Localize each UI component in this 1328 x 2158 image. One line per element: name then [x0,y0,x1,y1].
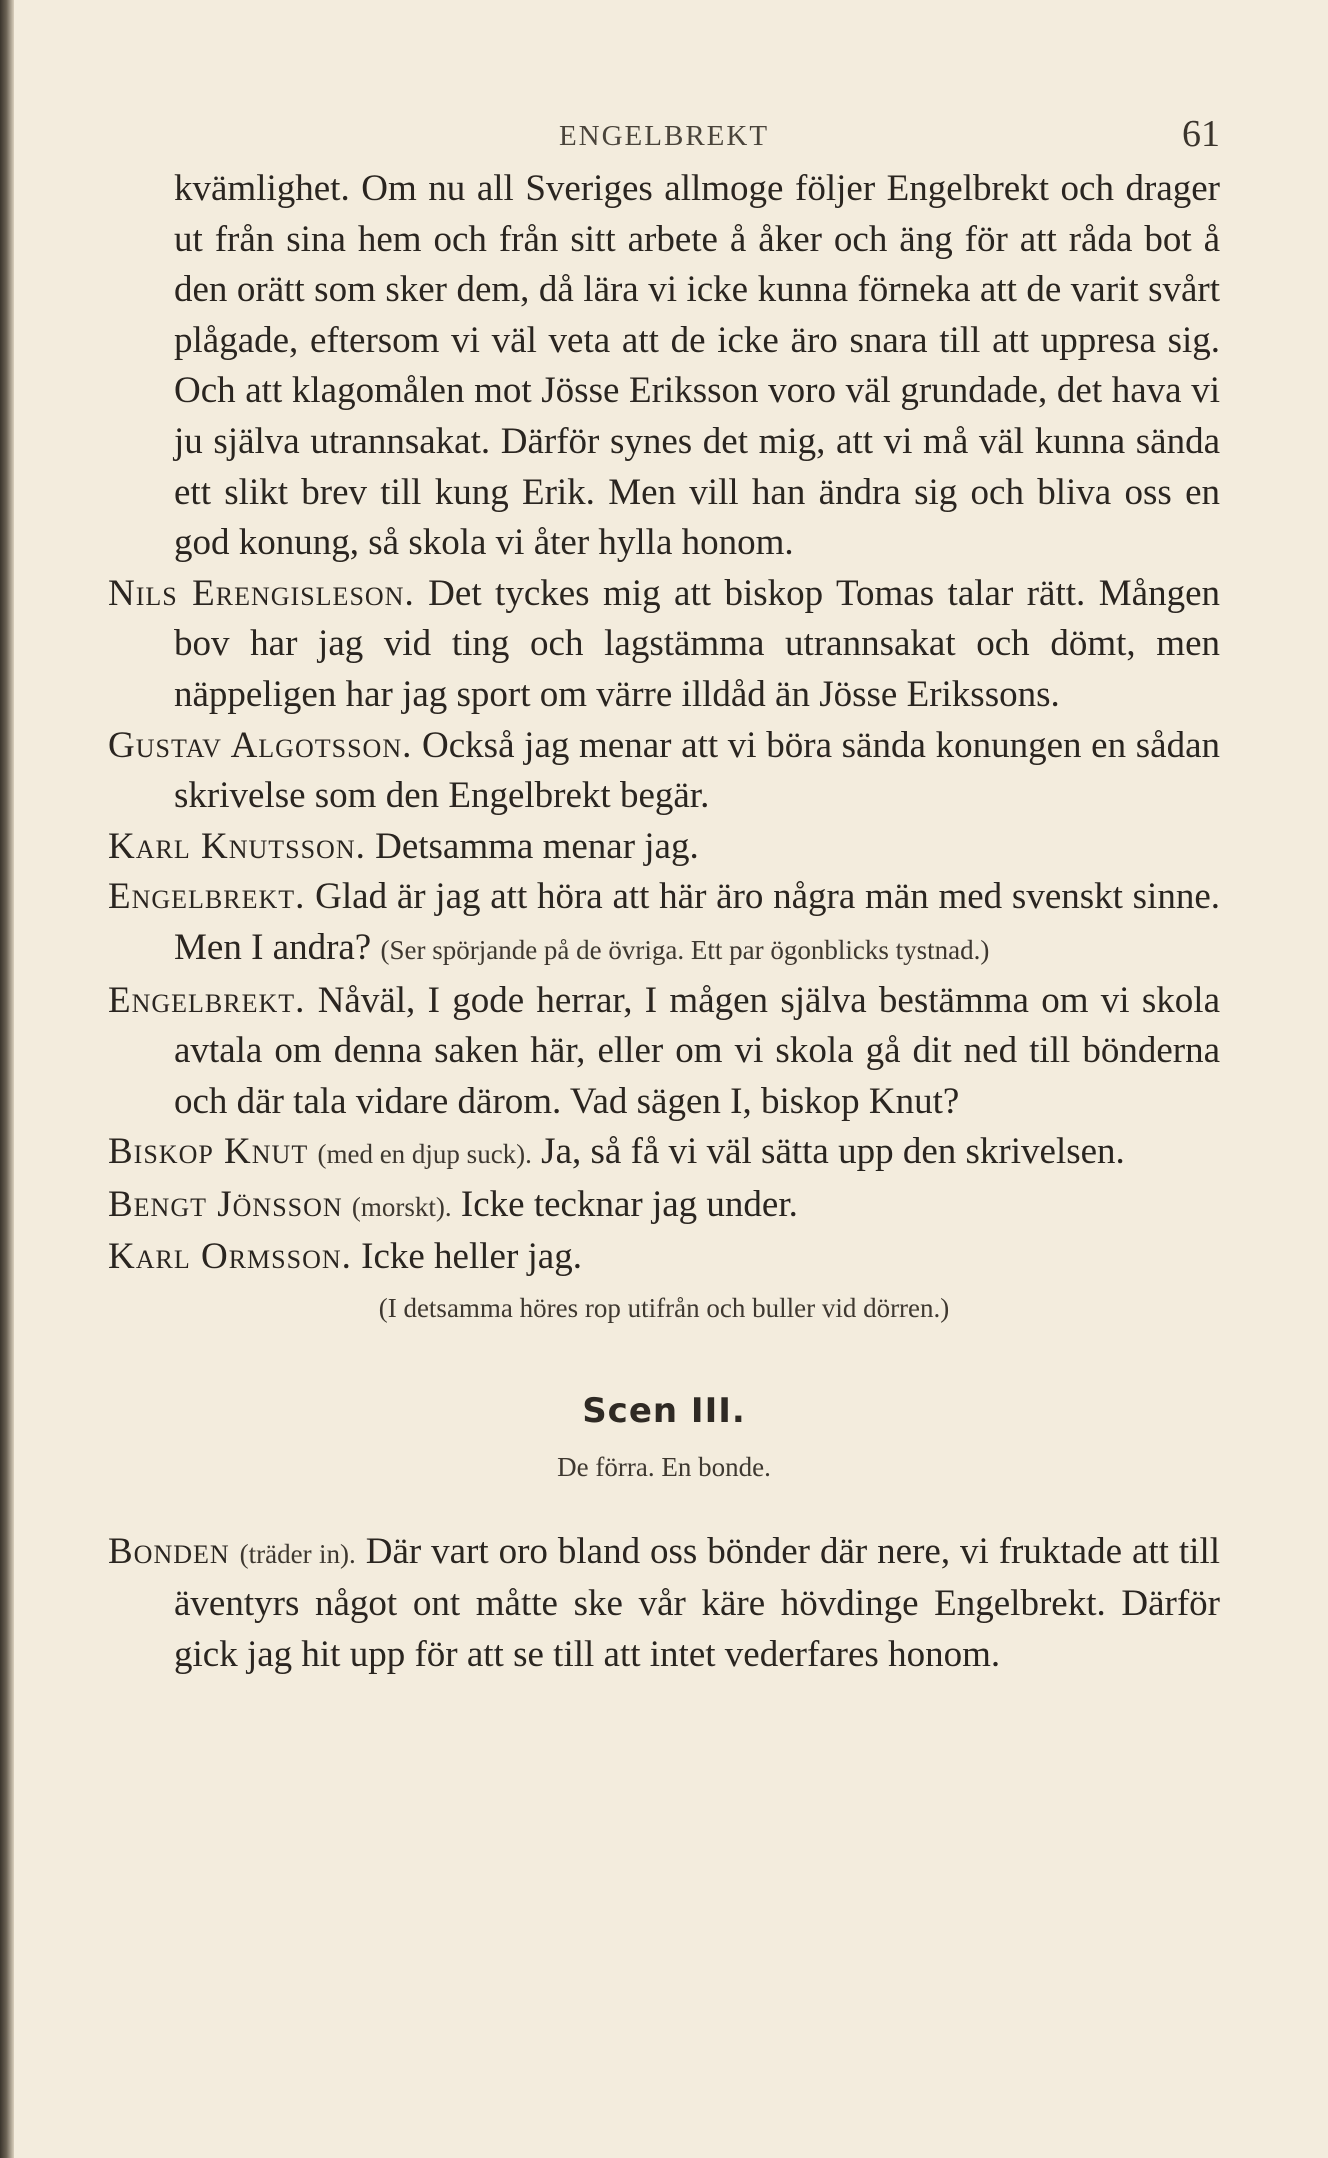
speech-text: Icke heller jag. [361,1236,582,1278]
book-binding-edge [0,0,14,2158]
speech-engelbrekt-1 [108,872,1220,975]
paragraph-continuation [108,164,1220,569]
paragraph-text: kvämlighet. Om nu all Sveriges allmoge följer Engelbrekt och drager ut från sina hem och från sitt arbete å åker och äng för att råda bot å den orätt som sker dem, då lära vi icke kunna förneka att de varit svårt plågade, eftersom vi väl veta att de icke äro snara till att uppresa sig. Och att klagomålen mot Jösse Eriksson voro väl grundade, det hava vi ju själva utrannsakat. Därför synes det mig, att vi må väl kunna sända ett slikt brev till kung Erik. Men vill han ändra sig och bliva oss en god konung, så skola vi åter hylla honom. [174,168,1220,564]
speaker-name: Nils Erengisleson. [108,572,415,614]
speech-text: Ja, så få vi väl sätta upp den skrivelsen. [541,1131,1125,1173]
speech-engelbrekt-2 [108,976,1220,1128]
speech-karl-knutsson [108,822,1220,873]
speech-text: Där vart oro bland oss bönder där nere, vi fruktade att till äventyrs något ont måtte ske vår käre hövdinge Engelbrekt. Därför gick jag hit upp för att se till att intet vederfares honom. [174,1530,1221,1676]
scene-persons: De förra. En bonde. [557,1452,771,1483]
speech-biskop-knut [108,1127,1220,1180]
speech-text: Nåväl, I gode herrar, I mågen själva bestämma om vi skola avtala om denna saken här, eller om vi skola gå dit ned till bönderna och där tala vidare därom. Vad sägen I, biskop Knut? [174,979,1220,1122]
speaker-name: Engelbrekt. [108,979,306,1021]
stage-direction: (Ser spörjande på de övriga. Ett par ögonblicks tystnad.) [380,934,990,965]
speech-text: Också jag menar att vi böra sända konungen en sådan skrivelse som den Engelbrekt begär. [174,724,1221,817]
page-number: 61 [1182,113,1220,155]
speaker-name: Bengt Jönsson [108,1183,343,1225]
speaker-name: Karl Ormsson. [108,1236,352,1278]
speech-text: Detsamma menar jag. [375,825,699,867]
speech-bengt-jonsson [108,1180,1220,1233]
running-title: ENGELBREKT [558,120,770,152]
stage-direction: (morskt). [351,1191,452,1222]
stage-direction-centered: (I detsamma höres rop utifrån och buller vid dörren.) [378,1293,950,1324]
speech-text: Det tyckes mig att biskop Tomas talar rätt. Mången bov har jag vid ting och lagstämma utrannsakat och dömt, men näppeligen har jag sport om värre illdåd än Jösse Erikssons. [174,572,1220,715]
speech-nils-erengisleson [108,569,1220,721]
speaker-name: Karl Knutsson. [108,825,366,867]
page-body [108,164,1220,1681]
speech-gustav-algotsson [108,721,1220,822]
speech-text: Glad är jag att höra att här äro några män med svenskt sinne. Men I andra? [174,876,1221,968]
speaker-name: Bonden [108,1530,230,1572]
stage-direction: (träder in). [239,1538,356,1569]
speech-karl-ormsson [108,1232,1220,1283]
speaker-name: Biskop Knut [108,1131,309,1173]
speaker-name: Gustav Algotsson. [108,724,413,766]
speech-bonden [108,1527,1220,1681]
stage-direction: (med en djup suck). [317,1139,532,1170]
scene-title: Scen III. [582,1390,746,1431]
page-header [108,108,1220,164]
speaker-name: Engelbrekt. [108,876,306,918]
book-page [108,108,1220,1681]
speech-text: Icke tecknar jag under. [460,1183,798,1225]
